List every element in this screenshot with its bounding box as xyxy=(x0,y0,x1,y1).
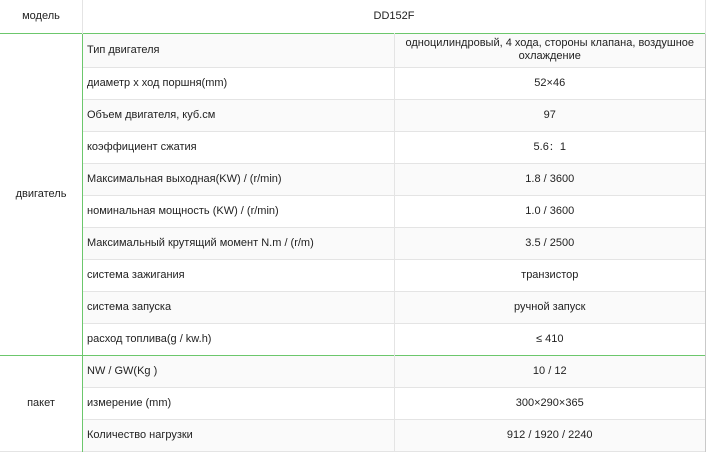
table-row xyxy=(0,323,706,355)
table-row xyxy=(0,291,706,323)
table-row xyxy=(0,163,706,195)
table-row xyxy=(0,227,706,259)
table-row xyxy=(0,355,706,387)
model-row xyxy=(0,0,706,33)
param-value: ≤ 410 xyxy=(394,323,706,355)
param-label: NW / GW(Kg ) xyxy=(83,355,395,387)
model-value: DD152F xyxy=(83,0,706,33)
param-value: 3.5 / 2500 xyxy=(394,227,706,259)
param-value: транзистор xyxy=(394,259,706,291)
param-label: Максимальная выходная(KW) / (r/min) xyxy=(83,163,395,195)
param-value: 1.8 / 3600 xyxy=(394,163,706,195)
package-group-label: пакет xyxy=(0,355,83,451)
param-value: 5.6：1 xyxy=(394,131,706,163)
param-label: Количество нагрузки xyxy=(83,419,395,451)
param-label: Максимальный крутящий момент N.m / (r/m) xyxy=(83,227,395,259)
param-label: коэффициент сжатия xyxy=(83,131,395,163)
table-row xyxy=(0,419,706,451)
param-label: система зажигания xyxy=(83,259,395,291)
table-row xyxy=(0,259,706,291)
param-value: ручной запуск xyxy=(394,291,706,323)
table-row xyxy=(0,131,706,163)
engine-group-label: двигатель xyxy=(0,33,83,355)
param-value: 1.0 / 3600 xyxy=(394,195,706,227)
table-row xyxy=(0,67,706,99)
param-label: Тип двигателя xyxy=(83,33,395,67)
table-row xyxy=(0,99,706,131)
param-label: измерение (mm) xyxy=(83,387,395,419)
param-value: 97 xyxy=(394,99,706,131)
table-row xyxy=(0,387,706,419)
param-value: 10 / 12 xyxy=(394,355,706,387)
param-label: номинальная мощность (KW) / (r/min) xyxy=(83,195,395,227)
table-row xyxy=(0,195,706,227)
model-label: модель xyxy=(0,0,83,33)
table-row xyxy=(0,33,706,67)
param-label: диаметр x ход поршня(mm) xyxy=(83,67,395,99)
param-value: 52×46 xyxy=(394,67,706,99)
param-value: одноцилиндровый, 4 хода, стороны клапана, воздушное охлаждение xyxy=(394,33,706,67)
param-label: расход топлива(g / kw.h) xyxy=(83,323,395,355)
param-value: 300×290×365 xyxy=(394,387,706,419)
param-label: система запуска xyxy=(83,291,395,323)
param-value: 912 / 1920 / 2240 xyxy=(394,419,706,451)
param-label: Объем двигателя, куб.см xyxy=(83,99,395,131)
